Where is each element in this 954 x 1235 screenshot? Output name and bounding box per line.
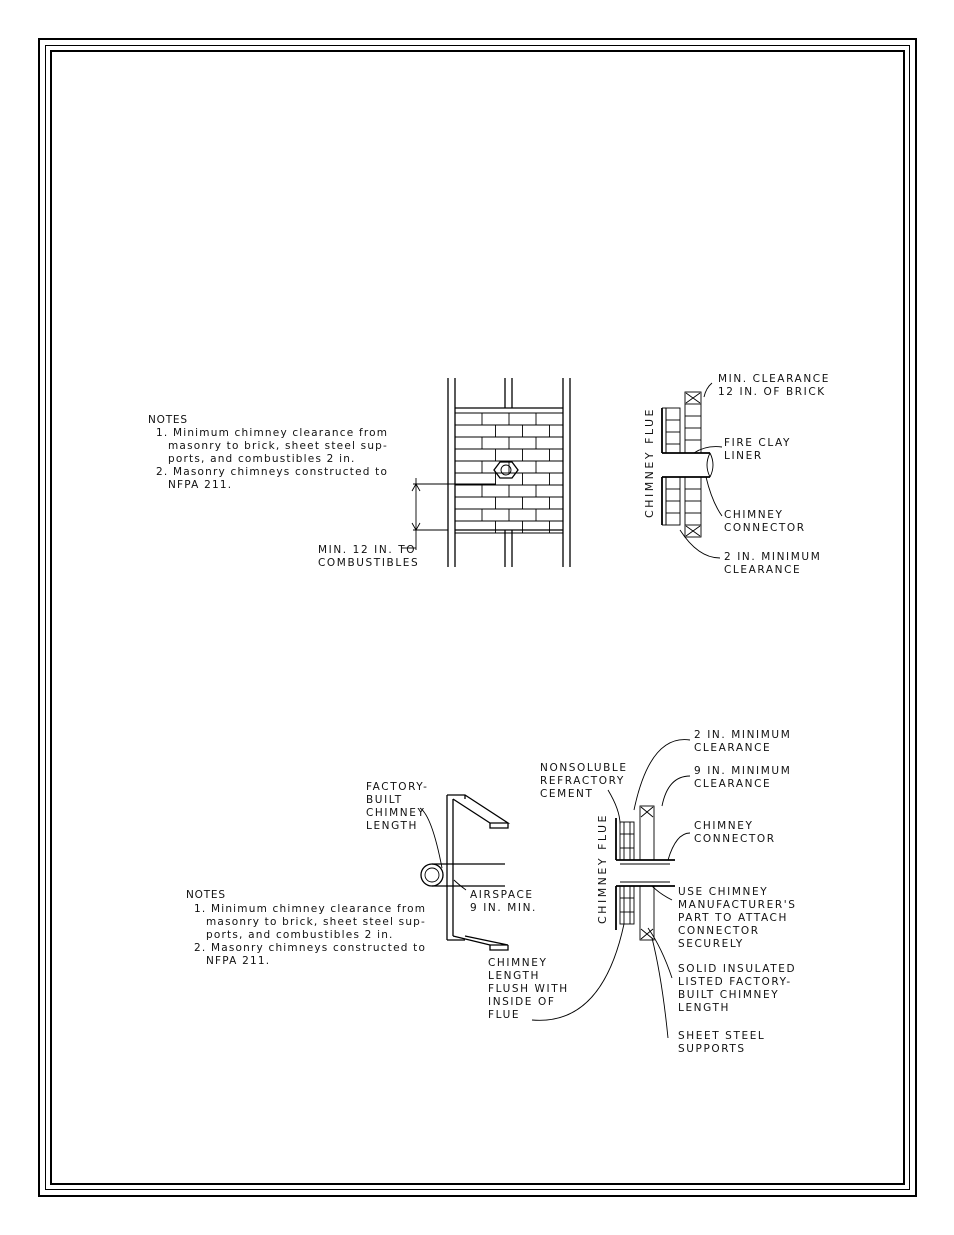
chimney-length-label: CHIMNEY xyxy=(488,957,548,969)
nonsoluble-label: CEMENT xyxy=(540,788,594,800)
masonry-wall-elevation xyxy=(402,378,570,567)
note-line: 1. Minimum chimney clearance from xyxy=(194,903,427,915)
chimney-connector-label: CHIMNEY xyxy=(724,509,784,521)
chimney-length-label: LENGTH xyxy=(488,970,541,982)
factory-built-label: BUILT xyxy=(366,794,403,806)
nine-in-clearance-label: CLEARANCE xyxy=(694,778,772,790)
nonsoluble-label: REFRACTORY xyxy=(540,775,625,787)
min-clearance-label: MIN. CLEARANCE xyxy=(718,373,830,385)
sheet-steel-label: SUPPORTS xyxy=(678,1043,746,1055)
use-part-label: USE CHIMNEY xyxy=(678,886,769,898)
use-part-label: CONNECTOR xyxy=(678,925,760,937)
two-in-clearance-label: 2 IN. MINIMUM xyxy=(694,729,792,741)
solid-insulated-label: BUILT CHIMNEY xyxy=(678,989,780,1001)
chimney-connector-label: CONNECTOR xyxy=(694,833,776,845)
min-combustibles-label: COMBUSTIBLES xyxy=(318,557,420,569)
use-part-label: MANUFACTURER'S xyxy=(678,899,797,911)
two-in-clearance-label: CLEARANCE xyxy=(724,564,802,576)
chimney-flue-label: CHIMNEY FLUE xyxy=(643,407,656,518)
airspace-label: 9 IN. MIN. xyxy=(470,902,537,914)
chimney-connector-label: CONNECTOR xyxy=(724,522,806,534)
min-clearance-label: 12 IN. OF BRICK xyxy=(718,386,826,398)
note-line: ports, and combustibles 2 in. xyxy=(168,453,356,465)
use-part-label: SECURELY xyxy=(678,938,744,950)
note-line: masonry to brick, sheet steel sup- xyxy=(206,916,427,928)
notes-title: NOTES xyxy=(148,414,188,426)
chimney-length-label: INSIDE OF xyxy=(488,996,556,1008)
chimney-length-label: FLUE xyxy=(488,1009,521,1021)
airspace-label: AIRSPACE xyxy=(470,889,534,901)
fire-clay-label: FIRE CLAY xyxy=(724,437,792,449)
nonsoluble-label: NONSOLUBLE xyxy=(540,762,628,774)
solid-insulated-label: LENGTH xyxy=(678,1002,731,1014)
note-line: NFPA 211. xyxy=(206,955,271,967)
chimney-length-label: FLUSH WITH xyxy=(488,983,569,995)
masonry-chimney-section xyxy=(662,383,722,558)
min-combustibles-label: MIN. 12 IN. TO xyxy=(318,544,417,556)
note-line: 2. Masonry chimneys constructed to xyxy=(194,942,427,954)
chimney-connector-label: CHIMNEY xyxy=(694,820,754,832)
note-line: masonry to brick, sheet steel sup- xyxy=(168,440,389,452)
factory-built-label: LENGTH xyxy=(366,820,419,832)
note-line: 2. Masonry chimneys constructed to xyxy=(156,466,389,478)
factory-built-label: CHIMNEY xyxy=(366,807,426,819)
note-line: 1. Minimum chimney clearance from xyxy=(156,427,389,439)
solid-insulated-label: LISTED FACTORY- xyxy=(678,976,792,988)
thimble-hexagon xyxy=(494,462,518,478)
nine-in-clearance-label: 9 IN. MINIMUM xyxy=(694,765,792,777)
two-in-clearance-label: 2 IN. MINIMUM xyxy=(724,551,822,563)
two-in-clearance-label: CLEARANCE xyxy=(694,742,772,754)
factory-built-label: FACTORY- xyxy=(366,781,429,793)
factory-chimney-detail xyxy=(420,795,508,950)
note-line: NFPA 211. xyxy=(168,479,233,491)
note-line: ports, and combustibles 2 in. xyxy=(206,929,394,941)
solid-insulated-label: SOLID INSULATED xyxy=(678,963,797,975)
fire-clay-label: LINER xyxy=(724,450,763,462)
chimney-flue-label: CHIMNEY FLUE xyxy=(596,813,609,924)
use-part-label: PART TO ATTACH xyxy=(678,912,788,924)
notes-title: NOTES xyxy=(186,889,226,901)
sheet-steel-label: SHEET STEEL xyxy=(678,1030,766,1042)
